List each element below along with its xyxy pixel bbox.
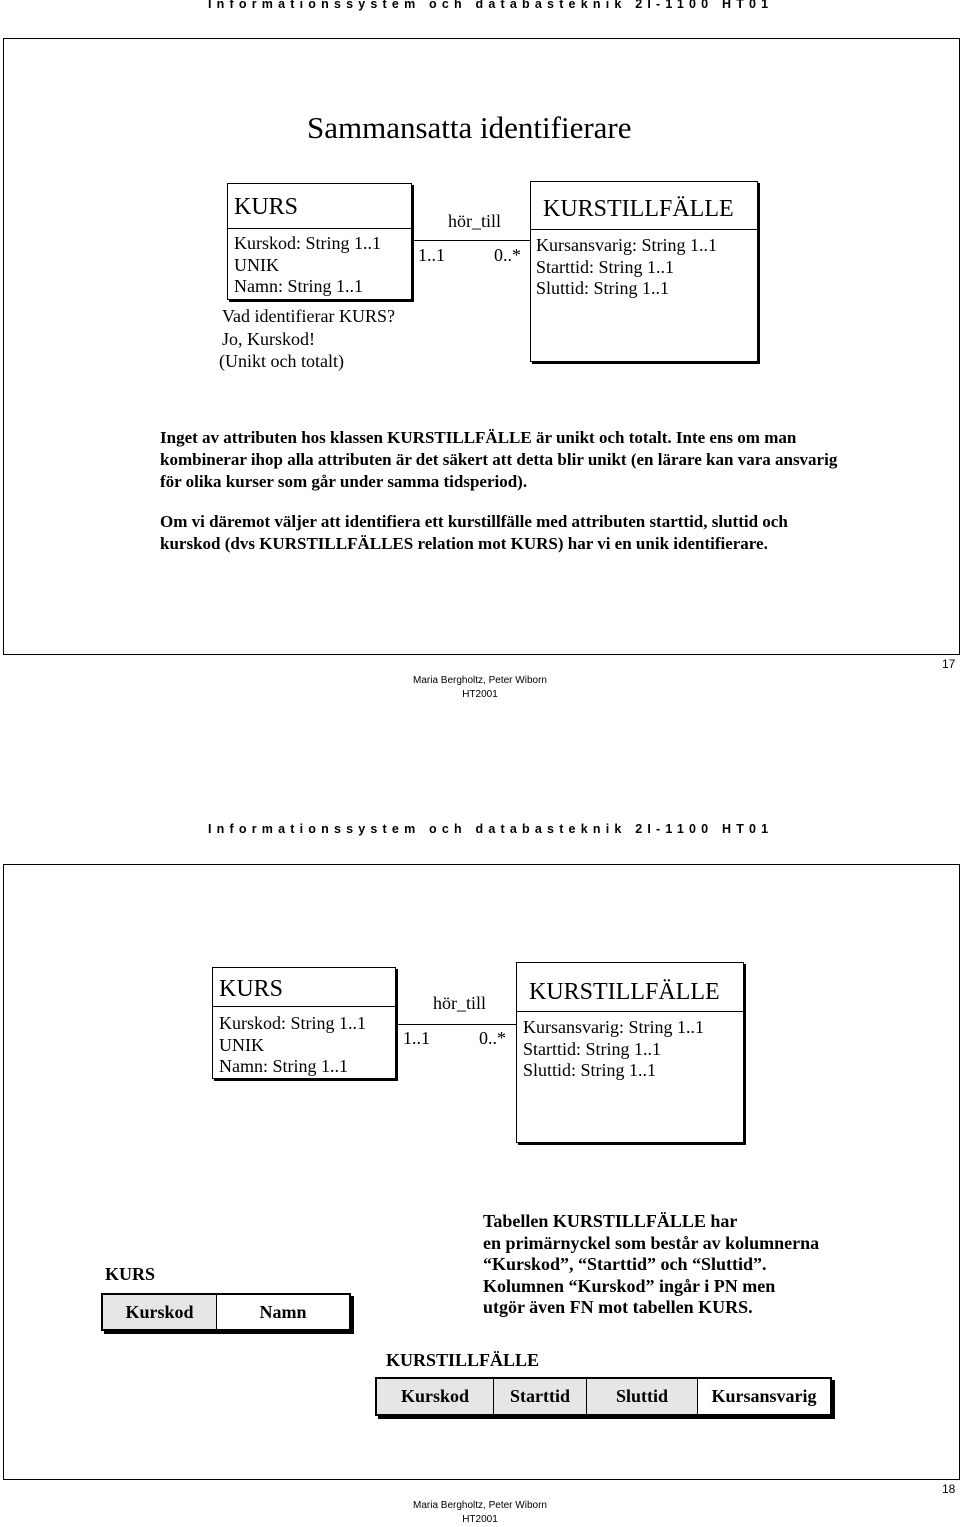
kurstillfalle-class-divider (531, 229, 757, 230)
table-kurs-column-kurskod: Kurskod (103, 1295, 217, 1329)
table-kurstillfalle-column-sluttid: Sluttid (587, 1379, 698, 1414)
table-kurstillfalle-column-starttid: Starttid (494, 1379, 587, 1414)
multiplicity-right: 0..* (494, 245, 521, 265)
kurstillfalle-class-name: KURSTILLFÄLLE (543, 196, 734, 222)
association-line (412, 240, 530, 241)
kurstillfalle-class-attributes: Kursansvarig: String 1..1 Starttid: String 1..1 Sluttid: String 1..1 (523, 1017, 704, 1080)
multiplicity-left: 1..1 (418, 245, 445, 265)
page-number: 18 (942, 1482, 956, 1496)
table-kurs-column-namn: Namn (259, 1301, 307, 1322)
table-kurstillfalle-column-kurskod: Kurskod (377, 1379, 494, 1414)
kurstillfalle-class-attributes: Kursansvarig: String 1..1 Starttid: String 1..1 Sluttid: String 1..1 (536, 235, 717, 298)
explanation-line-2: en primärnyckel som består av kolumnerna (483, 1233, 820, 1253)
paragraph-2: Om vi däremot väljer att identifiera ett kurstillfälle med attributen starttid, sluttid och kurskod (dvs KURSTILLFÄLLES relation mot KURS) har vi en unik identifierare. (160, 512, 788, 553)
page-header: Informationssystem och databasteknik 2I-1100 HT01 (208, 822, 774, 836)
multiplicity-right: 0..* (479, 1028, 506, 1048)
association-name: hör_till (448, 211, 501, 231)
footer-authors: Maria Bergholtz, Peter Wiborn (413, 675, 547, 686)
kurstillfalle-class-box (530, 181, 758, 362)
kurs-class-attributes: Kurskod: String 1..1 UNIK Namn: String 1..1 (219, 1013, 367, 1076)
note-line-1: Vad identifierar KURS? (222, 306, 395, 326)
footer-term: HT2001 (462, 1514, 498, 1525)
note-line-2: Jo, Kurskod! (222, 329, 315, 349)
kurstillfalle-class-divider (517, 1011, 743, 1012)
kurs-class-box (212, 967, 396, 1079)
explanation-line-1: Tabellen KURSTILLFÄLLE har (483, 1211, 738, 1231)
kurs-class-name: KURS (234, 194, 299, 220)
explanation-line-3: “Kurskod”, “Starttid” och “Sluttid”. (483, 1254, 767, 1274)
kurs-class-divider (213, 1006, 395, 1007)
paragraph-1: Inget av attributen hos klassen KURSTILLFÄLLE är unikt och totalt. Inte ens om man kombinerar ihop alla attributen är det säkert att detta blir unikt (en lärare kan vara ansvarig för olika kurser som går under samma tidsperiod). (160, 428, 838, 491)
table-kurs (101, 1293, 351, 1331)
slide-title: Sammansatta identifierare (307, 110, 632, 145)
kurs-class-box (227, 183, 412, 300)
explanation-line-4: Kolumnen “Kurskod” ingår i PN men (483, 1276, 776, 1296)
table-kurstillfalle (375, 1377, 832, 1416)
note-line-3: (Unikt och totalt) (219, 351, 344, 371)
kurstillfalle-class-name: KURSTILLFÄLLE (529, 979, 720, 1005)
association-name: hör_till (433, 993, 486, 1013)
multiplicity-left: 1..1 (403, 1028, 430, 1048)
kurstillfalle-class-box (516, 962, 744, 1143)
page-header: Informationssystem och databasteknik 2I-1100 HT01 (208, 0, 774, 11)
kurs-class-divider (228, 228, 411, 229)
kurs-class-attributes: Kurskod: String 1..1 UNIK Namn: String 1..1 (234, 233, 382, 296)
page-number: 17 (942, 657, 956, 671)
table-kurstillfalle-column-kursansvarig: Kursansvarig (711, 1386, 817, 1406)
table-kurstillfalle-name: KURSTILLFÄLLE (386, 1350, 540, 1370)
association-line (396, 1024, 516, 1025)
footer-term: HT2001 (462, 689, 498, 700)
explanation-line-5: utgör även FN mot tabellen KURS. (483, 1297, 753, 1317)
footer-authors: Maria Bergholtz, Peter Wiborn (413, 1500, 547, 1511)
kurs-class-name: KURS (219, 976, 284, 1002)
table-kurs-name: KURS (105, 1264, 156, 1284)
